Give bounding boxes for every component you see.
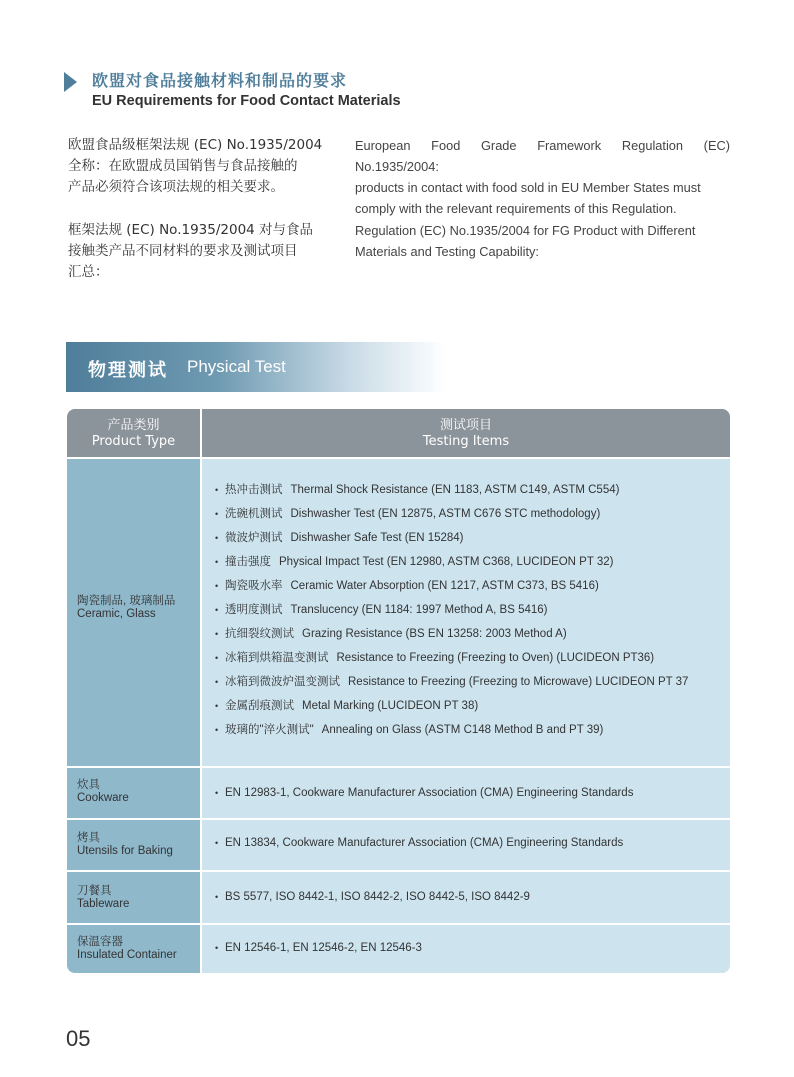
- intro-line: 框架法规 (EC) No.1935/2004 对与食品: [68, 222, 314, 238]
- type-en: Cookware: [77, 792, 129, 804]
- item-zh: 陶瓷吸水率: [225, 580, 283, 592]
- item-en: Physical Impact Test (EN 12980, ASTM C368, LUCIDEON PT 32): [279, 556, 614, 568]
- page-title-zh: 欧盟对食品接触材料和制品的要求: [92, 71, 348, 90]
- page-title-en: EU Requirements for Food Contact Materials: [92, 93, 401, 109]
- item-zh: 洗碗机测试: [225, 508, 283, 520]
- item-zh: 撞击强度: [225, 556, 271, 568]
- header-testing-items: [202, 409, 730, 459]
- table-row-type: [77, 779, 129, 805]
- page-number: 05: [66, 1026, 91, 1051]
- row-divider: [67, 766, 730, 768]
- table-row-type: [77, 936, 177, 962]
- list-item: • 玻璃的"淬火测试" Annealing on Glass (ASTM C148 Method B and PT 39): [215, 724, 604, 736]
- intro-line: 欧盟食品级框架法规 (EC) No.1935/2004: [68, 137, 323, 153]
- item-zh: 冰箱到微波炉温变测试: [225, 676, 340, 688]
- intro-zh-paragraph-2: [68, 220, 330, 283]
- table-row-type: [77, 595, 175, 621]
- list-item: • 透明度测试 Translucency (EN 1184: 1997 Method A, BS 5416): [215, 604, 548, 616]
- item-en: Dishwasher Test (EN 12875, ASTM C676 STC methodology): [290, 508, 601, 520]
- intro-line: 接触类产品不同材料的要求及测试项目: [68, 243, 298, 259]
- intro-line: products in contact with food sold in EU Member States must: [355, 180, 701, 195]
- item-en: Thermal Shock Resistance (EN 1183, ASTM C149, ASTM C554): [290, 484, 620, 496]
- intro-en-paragraph-1: [355, 135, 730, 219]
- intro-line: comply with the relevant requirements of this Regulation.: [355, 201, 677, 216]
- item-en: EN 13834, Cookware Manufacturer Association (CMA) Engineering Standards: [225, 837, 624, 849]
- type-zh: 刀餐具: [77, 885, 112, 897]
- item-zh: 金属刮痕测试: [225, 700, 294, 712]
- intro-line: 产品必须符合该项法规的相关要求。: [68, 179, 284, 195]
- list-item: • 微波炉测试 Dishwasher Safe Test (EN 15284): [215, 532, 464, 544]
- list-item: • 热冲击测试 Thermal Shock Resistance (EN 1183, ASTM C149, ASTM C554): [215, 484, 620, 496]
- intro-line: European Food Grade Framework Regulation (EC) No.1935/2004:: [355, 138, 730, 174]
- item-zh: 热冲击测试: [225, 484, 283, 496]
- header-product-type: [67, 409, 200, 459]
- list-item: • EN 12546-1, EN 12546-2, EN 12546-3: [215, 942, 422, 954]
- list-item: • EN 12983-1, Cookware Manufacturer Association (CMA) Engineering Standards: [215, 787, 634, 799]
- section-title-zh: 物理测试: [88, 360, 168, 381]
- header-label-zh: 测试项目: [439, 418, 492, 433]
- intro-line: Regulation (EC) No.1935/2004 for FG Product with Different: [355, 223, 696, 238]
- row-divider: [67, 923, 730, 925]
- physical-test-table: [67, 409, 730, 973]
- item-en: Ceramic Water Absorption (EN 1217, ASTM C373, BS 5416): [290, 580, 599, 592]
- list-item: • 金属刮痕测试 Metal Marking (LUCIDEON PT 38): [215, 700, 479, 712]
- item-en: Metal Marking (LUCIDEON PT 38): [302, 700, 479, 712]
- type-en: Insulated Container: [77, 949, 177, 961]
- section-banner: [66, 342, 446, 392]
- section-title-en: Physical Test: [187, 357, 286, 376]
- item-zh: 玻璃的"淬火测试": [225, 724, 314, 736]
- intro-line: 全称：在欧盟成员国销售与食品接触的: [68, 158, 298, 174]
- item-zh: 微波炉测试: [225, 532, 283, 544]
- item-en: Resistance to Freezing (Freezing to Oven) (LUCIDEON PT36): [336, 652, 655, 664]
- item-zh: 冰箱到烘箱温变测试: [225, 652, 329, 664]
- list-item: • 抗细裂纹测试 Grazing Resistance (BS EN 13258: 2003 Method A): [215, 628, 567, 640]
- row-divider: [67, 457, 730, 459]
- header-label-en: Product Type: [91, 434, 176, 449]
- item-zh: 抗细裂纹测试: [225, 628, 294, 640]
- type-en: Tableware: [77, 898, 130, 910]
- list-item: • 陶瓷吸水率 Ceramic Water Absorption (EN 1217, ASTM C373, BS 5416): [215, 580, 599, 592]
- column-divider: [200, 409, 202, 973]
- item-en: Dishwasher Safe Test (EN 15284): [290, 532, 464, 544]
- header-label-en: Testing Items: [422, 434, 510, 449]
- table-row-type: [77, 832, 173, 858]
- intro-line: Materials and Testing Capability:: [355, 244, 539, 259]
- item-en: EN 12546-1, EN 12546-2, EN 12546-3: [225, 942, 422, 954]
- list-item: • 撞击强度 Physical Impact Test (EN 12980, ASTM C368, LUCIDEON PT 32): [215, 556, 614, 568]
- row-divider: [67, 870, 730, 872]
- type-zh: 陶瓷制品, 玻璃制品: [77, 595, 176, 607]
- type-en: Ceramic, Glass: [77, 608, 156, 620]
- table-row-type: [77, 885, 129, 911]
- header-label-zh: 产品类别: [107, 418, 160, 433]
- row-divider: [67, 818, 730, 820]
- item-en: BS 5577, ISO 8442-1, ISO 8442-2, ISO 8442-5, ISO 8442-9: [225, 891, 530, 903]
- item-en: Annealing on Glass (ASTM C148 Method B and PT 39): [321, 724, 604, 736]
- type-zh: 炊具: [77, 779, 100, 791]
- item-en: Translucency (EN 1184: 1997 Method A, BS 5416): [290, 604, 548, 616]
- intro-en-paragraph-2: [355, 220, 730, 262]
- intro-zh-paragraph-1: [68, 135, 330, 198]
- type-zh: 保温容器: [77, 936, 123, 948]
- list-item: • EN 13834, Cookware Manufacturer Association (CMA) Engineering Standards: [215, 837, 624, 849]
- item-zh: 透明度测试: [225, 604, 283, 616]
- list-item: • BS 5577, ISO 8442-1, ISO 8442-2, ISO 8442-5, ISO 8442-9: [215, 891, 530, 903]
- type-zh: 烤具: [77, 832, 100, 844]
- list-item: • 冰箱到烘箱温变测试 Resistance to Freezing (Freezing to Oven) (LUCIDEON PT36): [215, 652, 655, 664]
- triangle-marker-icon: [64, 72, 77, 92]
- item-en: EN 12983-1, Cookware Manufacturer Association (CMA) Engineering Standards: [225, 787, 634, 799]
- item-en: Resistance to Freezing (Freezing to Microwave) LUCIDEON PT 37: [348, 676, 689, 688]
- list-item: • 冰箱到微波炉温变测试 Resistance to Freezing (Freezing to Microwave) LUCIDEON PT 37: [215, 676, 689, 688]
- intro-line: 汇总：: [68, 264, 109, 280]
- list-item: • 洗碗机测试 Dishwasher Test (EN 12875, ASTM C676 STC methodology): [215, 508, 601, 520]
- item-en: Grazing Resistance (BS EN 13258: 2003 Method A): [302, 628, 567, 640]
- type-en: Utensils for Baking: [77, 845, 173, 857]
